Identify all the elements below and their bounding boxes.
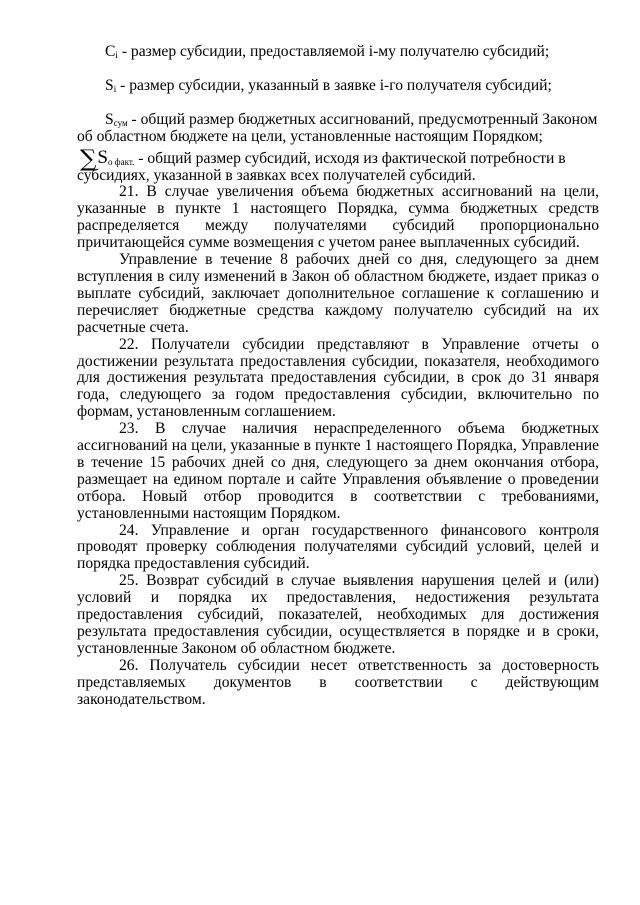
definition-text: - общий размер бюджетных ассигнований, предусмотренный Законом об областном бюджете на цели, установленные настоящим Порядком;	[77, 110, 598, 145]
definition-text: - размер субсидии, указанный в заявке i-го получателя субсидий;	[116, 76, 552, 94]
definition-ci	[77, 44, 599, 61]
paragraph-21: 21. В случае увеличения объема бюджетных ассигнований на цели, указанные в пункте 1 настоящего Порядка, сумма бюджетных средств распределяется между получателями субсидий пропорционально причитающейся сумме возмещения с учетом ранее выплаченных субсидий.	[77, 183, 599, 252]
definition-symbol: S	[97, 146, 108, 168]
definition-symbol: S	[105, 110, 114, 128]
definition-subscript: i	[113, 83, 117, 94]
definition-symbol: S	[105, 76, 114, 94]
paragraph-22: 22. Получатели субсидии представляют в Управление отчеты о достижении результата предоставления субсидии, показателя, необходимого для достижения результата предоставления субсидии, в срок до 31 января года, следующего за годом предоставления субсидии, включительно по формам, установленным соглашением.	[77, 335, 599, 421]
definition-sum-fact	[77, 145, 599, 185]
paragraph-26: 26. Получатель субсидии несет ответственность за достоверность представляемых документов в соответствии с действующим законодательством.	[77, 656, 599, 708]
paragraph-23: 23. В случае наличия нераспределенного объема бюджетных ассигнований на цели, указанные в пункте 1 настоящего Порядка, Управление в течение 15 рабочих дней со дня, следующего за днем окончания отбора, размещает на едином портале и сайте Управления объявление о проведении отбора. Новый отбор проводится в соответствии с требованиями, установленными настоящим Порядком.	[77, 420, 599, 522]
definition-subscript: сум	[113, 117, 128, 128]
definition-subscript: i	[115, 50, 118, 60]
definition-subscript: о факт.	[108, 156, 135, 167]
definition-si	[77, 78, 599, 95]
paragraph-24: 24. Управление и орган государственного финансового контроля проводят проверку соблюдения получателями субсидий условий, целей и порядка предоставления субсидий.	[77, 521, 599, 573]
paragraph-21-continuation: Управление в течение 8 рабочих дней со дня, следующего за днем вступления в силу изменений в Закон об областном бюджете, издает приказ о выплате субсидий, заключает дополнительное соглашение к соглашению и перечисляет бюджетные средства каждому получателю субсидий на их расчетные счета.	[77, 251, 599, 336]
definition-text: - общий размер субсидий, исходя из фактической потребности в субсидиях, указанной в заявках всех получателей субсидий.	[77, 149, 566, 184]
paragraph-25: 25. Возврат субсидий в случае выявления нарушения целей и (или) условий и порядка их предоставления, недостижения результата предоставления субсидий, показателей, необходимых для достижения результата предоставления субсидии, осуществляется в порядке и в сроки, установленные Законом об областном бюджете.	[77, 572, 599, 657]
definition-symbol: C	[105, 43, 116, 60]
definition-text: - размер субсидии, предоставляемой i-му получателю субсидий;	[117, 43, 550, 60]
sum-sign: ∑	[80, 145, 97, 172]
document-body	[77, 44, 599, 709]
definition-ssum	[77, 112, 599, 146]
